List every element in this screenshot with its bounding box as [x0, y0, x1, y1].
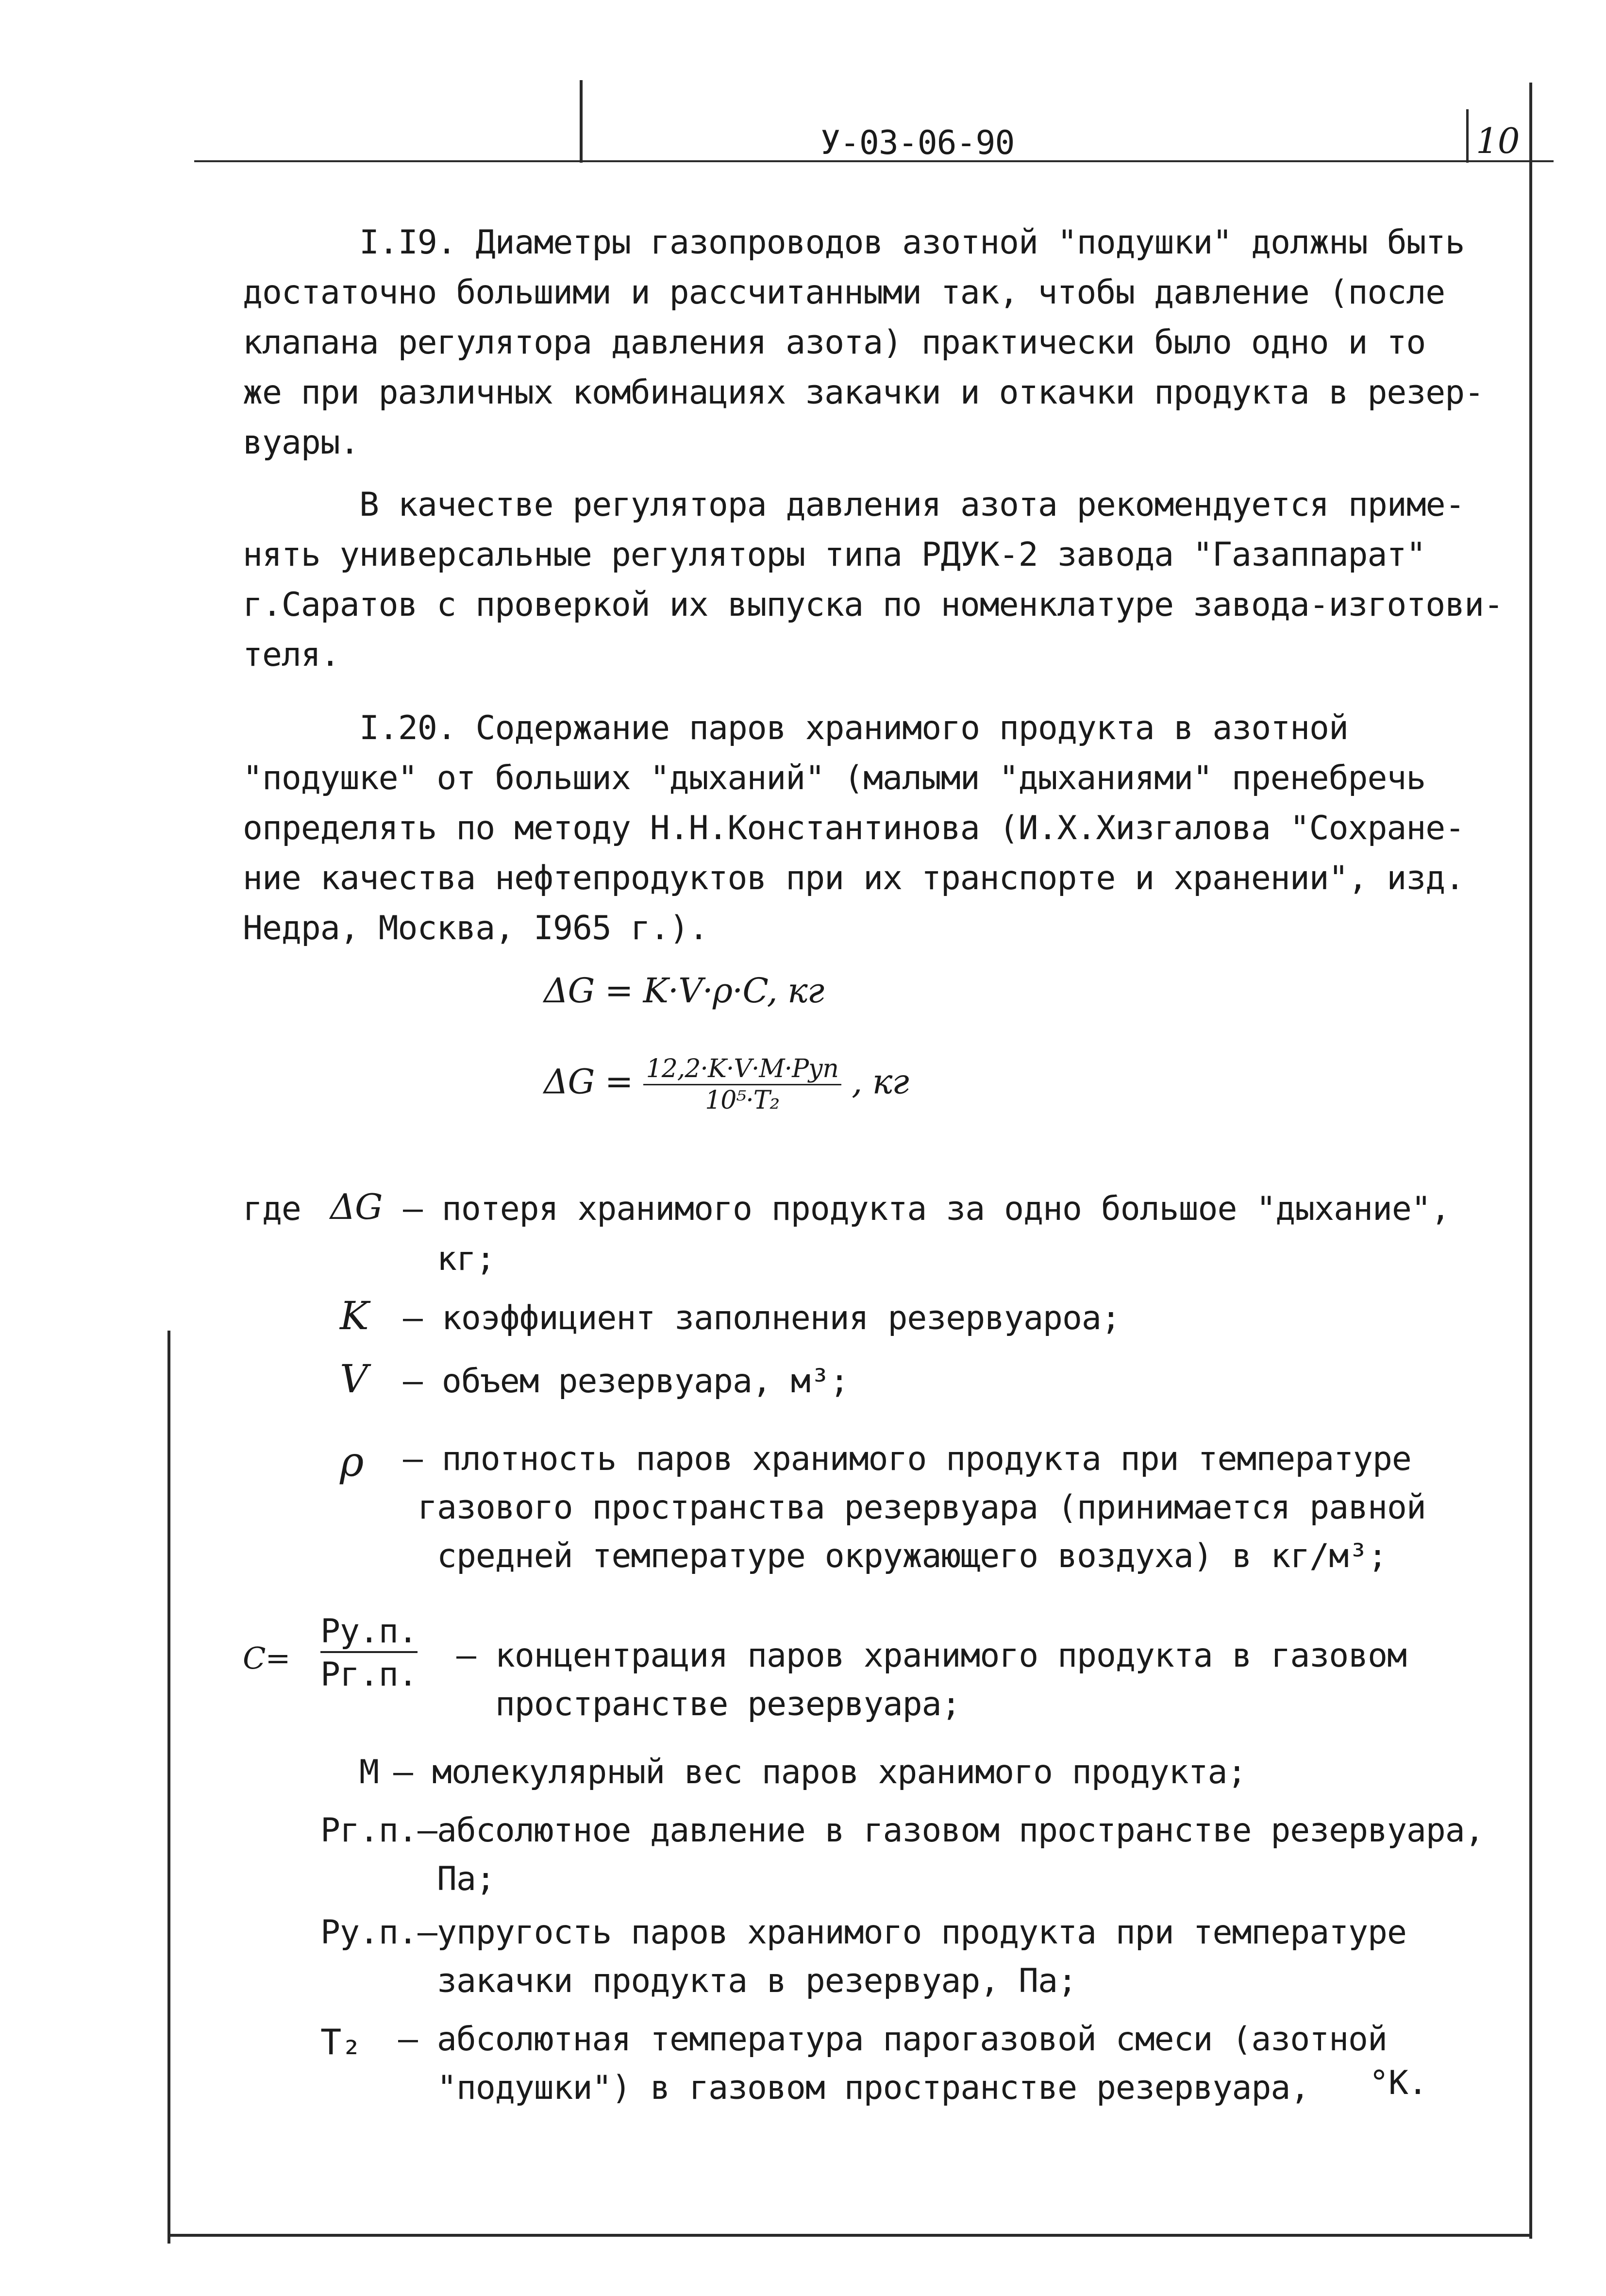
right-border	[1529, 83, 1532, 2239]
section-1-20-line-3: определять по методу Н.Н.Константинова (И.Х.Хизгалова "Сохране-	[243, 809, 1465, 847]
section-1-19-line-3: клапана регулятора давления азота) практически было одно и то	[243, 323, 1426, 362]
t2-symbol: T₂	[320, 2022, 362, 2062]
section-1-19-line-2: достаточно большими и рассчитанными так, чтобы давление (после	[243, 273, 1445, 312]
rho-text-1: – плотность паров хранимого продукта при температуре	[403, 1440, 1411, 1478]
c-numerator: Ру.п.	[320, 1612, 418, 1653]
c-text-1: – концентрация паров хранимого продукта в газовом	[456, 1637, 1407, 1675]
bottom-border	[167, 2234, 1532, 2237]
formula-2-suffix: , кг	[852, 1062, 909, 1102]
pup-text-1: –упругость паров хранимого продукта при температуре	[418, 1913, 1406, 1952]
section-1-20-line-4: ние качества нефтепродуктов при их транспорте и хранении", изд.	[243, 859, 1465, 897]
c-text-2: пространстве резервуара;	[495, 1685, 961, 1723]
formula-2-denominator: 10⁵·T₂	[705, 1086, 780, 1115]
delta-g-text-1: – потеря хранимого продукта за одно большое "дыхание",	[403, 1190, 1450, 1228]
formula-2-prefix: ΔG =	[544, 1062, 633, 1102]
formula-2-fraction	[643, 1054, 841, 1115]
delta-g-text-2: кг;	[437, 1240, 495, 1278]
page-number: 10	[1476, 120, 1520, 161]
c-symbol: С=	[243, 1640, 290, 1676]
m-symbol: М	[359, 1753, 379, 1791]
pgp-text-2: Па;	[437, 1860, 495, 1898]
v-symbol: V	[340, 1356, 368, 1401]
section-1-20-line-1: I.20. Содержание паров хранимого продукта в азотной	[359, 709, 1348, 747]
regulator-line-1: В качестве регулятора давления азота рекомендуется приме-	[359, 486, 1465, 524]
m-text: – молекулярный вес паров хранимого продукта;	[393, 1753, 1247, 1791]
t2-unit: °К.	[1369, 2064, 1427, 2102]
regulator-line-2: нять универсальные регуляторы типа РДУК-2 завода "Газаппарат"	[243, 536, 1426, 574]
k-text: – коэффициент заполнения резервуароа;	[403, 1299, 1121, 1337]
header-left-tick	[580, 80, 583, 163]
c-fraction	[320, 1612, 418, 1697]
section-1-20-line-5: Недра, Москва, I965 г.).	[243, 909, 708, 947]
left-border	[167, 1331, 170, 2244]
where-label: где	[243, 1190, 301, 1228]
formula-2	[544, 1054, 909, 1115]
v-text: – объем резервуара, м³;	[403, 1362, 849, 1401]
c-denominator: Рг.п.	[320, 1655, 418, 1694]
t2-text-2: "подушки") в газовом пространстве резервуара,	[437, 2069, 1310, 2107]
rho-symbol: ρ	[340, 1438, 364, 1486]
rho-text-3: средней температуре окружающего воздуха) в кг/м³;	[437, 1537, 1388, 1575]
section-1-19-line-4: же при различных комбинациях закачки и откачки продукта в резер-	[243, 373, 1484, 412]
section-1-19-line-1: I.I9. Диаметры газопроводов азотной "подушки" должны быть	[359, 223, 1465, 262]
regulator-line-3: г.Саратов с проверкой их выпуска по номенклатуре завода-изготови-	[243, 586, 1504, 624]
delta-g-symbol: ΔG	[330, 1186, 383, 1227]
pgp-symbol: Рг.п.	[320, 1811, 418, 1850]
pup-symbol: Ру.п.	[320, 1913, 418, 1952]
k-symbol: K	[340, 1293, 368, 1338]
section-1-20-line-2: "подушке" от больших "дыханий" (малыми "дыханиями" пренебречь	[243, 759, 1426, 797]
page-number-box-left	[1466, 109, 1469, 163]
pup-text-2: закачки продукта в резервуар, Па;	[437, 1962, 1077, 2000]
formula-2-numerator: 12,2·K·V·M·Pуп	[643, 1054, 841, 1085]
rho-text-2: газового пространства резервуара (принимается равной	[418, 1488, 1426, 1527]
pgp-text-1: –абсолютное давление в газовом пространстве резервуара,	[418, 1811, 1484, 1850]
regulator-line-4: теля.	[243, 636, 340, 674]
formula-1: ΔG = K·V·ρ·C, кг	[544, 971, 824, 1011]
document-code: У-03-06-90	[820, 124, 1015, 162]
section-1-19-line-5: вуары.	[243, 423, 359, 462]
t2-text-1: – абсолютная температура парогазовой смеси (азотной	[398, 2020, 1387, 2059]
